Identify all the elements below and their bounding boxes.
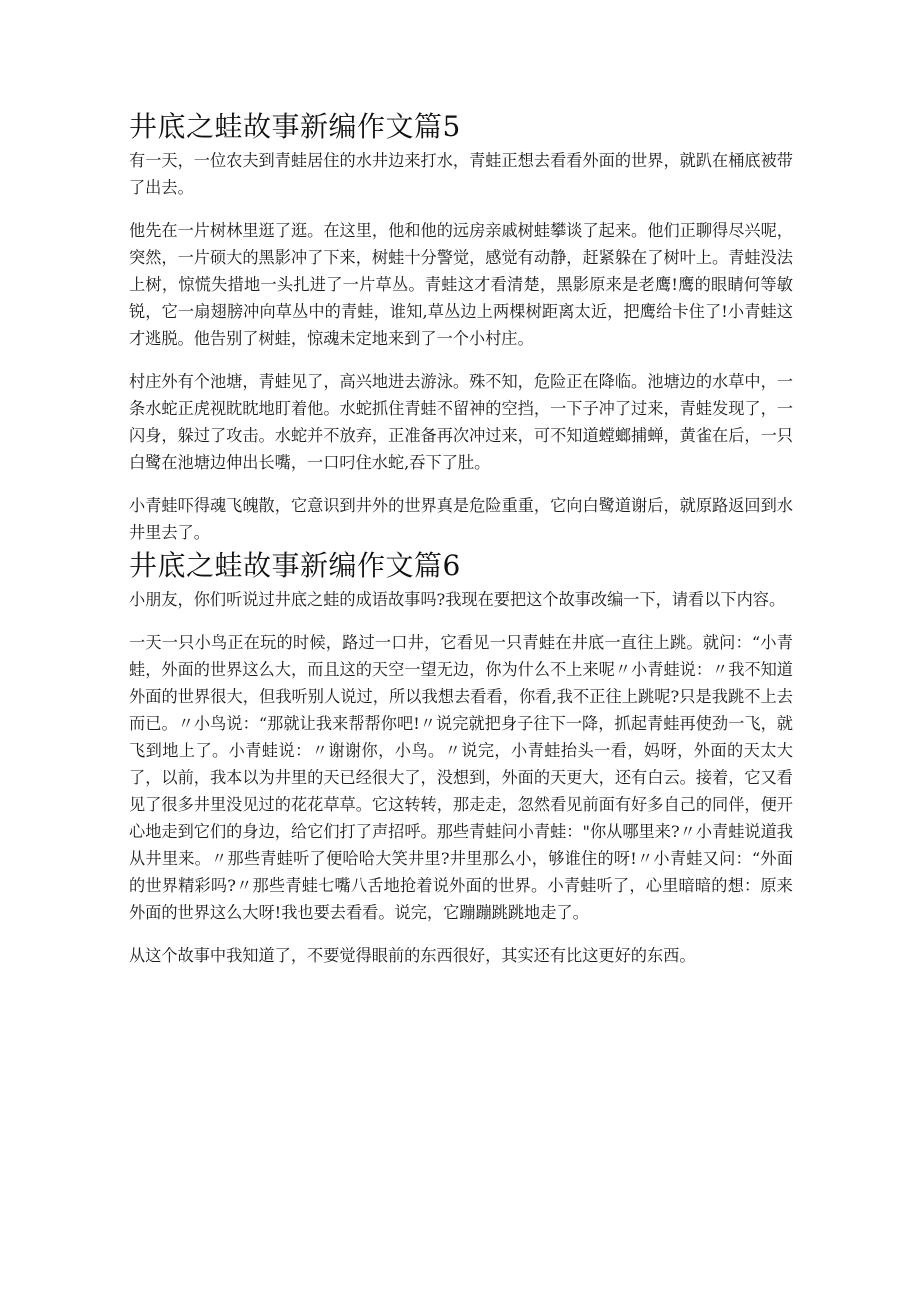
paragraph: 小青蛙吓得魂飞魄散，它意识到井外的世界真是危险重重，它向白鹭道谢后，就原路返回到水井里去了。 bbox=[129, 496, 793, 542]
paragraph: 村庄外有个池塘，青蛙见了，高兴地进去游泳。殊不知，危险正在降临。池塘边的水草中，一条水蛇正虎视眈眈地盯着他。水蛇抓住青蛙不留神的空挡，一下子冲了过来，青蛙发现了，一闪身，躲过了攻击。水蛇并不放弃，正准备再次冲过来，可不知道螳螂捕蝉，黄雀在后，一只白鹭在池塘边伸出长嘴，一口叼住水蛇,吞下了肚。 bbox=[129, 372, 793, 472]
section-title: 井底之蛙故事新编作文篇5 bbox=[129, 110, 461, 143]
document-page bbox=[129, 107, 793, 969]
paragraph: 他先在一片树林里逛了逛。在这里，他和他的远房亲戚树蛙攀谈了起来。他们正聊得尽兴呢，突然，一片硕大的黑影冲了下来，树蛙十分警觉，感觉有动静，赶紧躲在了树叶上。青蛙没法上树，惊慌失措地一头扎进了一片草丛。青蛙这才看清楚，黑影原来是老鹰!鹰的眼睛何等敏锐，它一扇翅膀冲向草丛中的青蛙，谁知,草丛边上两棵树距离太近，把鹰给卡住了!小青蛙这才逃脱。他告别了树蛙，惊魂未定地来到了一个小村庄。 bbox=[129, 221, 793, 348]
paragraph: 小朋友，你们听说过井底之蛙的成语故事吗?我现在要把这个故事改编一下，请看以下内容。 bbox=[129, 590, 786, 609]
section-title: 井底之蛙故事新编作文篇6 bbox=[129, 549, 461, 582]
paragraph: 从这个故事中我知道了，不要觉得眼前的东西很好，其实还有比这更好的东西。 bbox=[129, 946, 696, 965]
paragraph: 一天一只小鸟正在玩的时候，路过一口井，它看见一只青蛙在井底一直往上跳。就问：“小青蛙，外面的世界这么大，而且这的天空一望无边，你为什么不上来呢〃小青蛙说：〃我不知道外面的世界很大，但我听别人说过，所以我想去看看，你看,我不正往上跳呢?只是我跳不上去而已。〃小鸟说：“那就让我来帮帮你吧!〃说完就把身子往下一降，抓起青蛙再使劲一飞，就飞到地上了。小青蛙说：〃谢谢你，小鸟。〃说完，小青蛙抬头一看，妈呀，外面的天太大了，以前，我本以为井里的天已经很大了，没想到，外面的天更大，还有白云。接着，它又看见了很多井里没见过的花花草草。它这转转，那走走，忽然看见前面有好多自己的同伴，便开心地走到它们的身边，给它们打了声招呼。那些青蛙问小青蛙："你从哪里来?〃小青蛙说道我从井里来。〃那些青蛙听了便哈哈大笑井里?井里那么小，够谁住的呀!〃小青蛙又问：“外面的世界精彩吗?〃那些青蛙七嘴八舌地抢着说外面的世界。小青蛙听了，心里暗暗的想：原来外面的世界这么大呀!我也要去看看。说完，它蹦蹦跳跳地走了。 bbox=[129, 633, 793, 922]
paragraph: 有一天，一位农夫到青蛙居住的水井边来打水，青蛙正想去看看外面的世界，就趴在桶底被带了出去。 bbox=[129, 151, 793, 197]
